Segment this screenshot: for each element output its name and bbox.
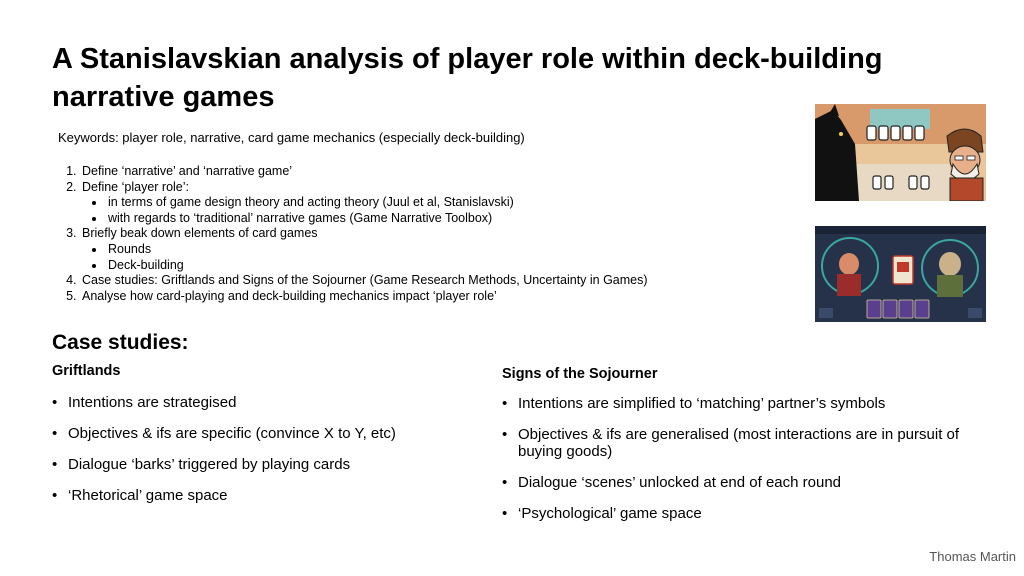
griftlands-column [52, 362, 472, 518]
author-name: Thomas Martin [929, 549, 1016, 564]
list-item: • Objectives & ifs are specific (convince X to Y, etc) [52, 425, 472, 442]
agenda-item-text: Briefly beak down elements of card games [82, 226, 318, 241]
list-item: • Intentions are strategised [52, 394, 472, 411]
list-item: • Intentions are simplified to ‘matching’ partner’s symbols [502, 395, 982, 412]
agenda-item [80, 289, 780, 305]
list-item: • Objectives & ifs are generalised (most interactions are in pursuit of buying goods) [502, 426, 982, 460]
slide-title: A Stanislavskian analysis of player role within deck-building narrative games [52, 43, 883, 113]
game-screenshot-sojourner [815, 104, 986, 201]
agenda-sublist [82, 195, 780, 226]
agenda-item-text: Define ‘narrative’ and ‘narrative game’ [82, 164, 293, 178]
agenda-subitem: • Deck-building [106, 258, 780, 274]
sojourner-points [502, 395, 982, 522]
griftlands-heading: Griftlands [52, 363, 121, 379]
agenda-item [80, 273, 780, 289]
agenda-item [80, 180, 780, 227]
agenda-item-text: Case studies: Griftlands and Signs of the Sojourner (Game Research Methods, Uncertainty in Games) [82, 273, 648, 288]
agenda-item [80, 226, 780, 273]
list-item: • Dialogue ‘barks’ triggered by playing cards [52, 456, 472, 473]
agenda-item-text: Analyse how card-playing and deck-building mechanics impact ‘player role’ [82, 288, 497, 303]
agenda-item-text: Define ‘player role’: [82, 179, 189, 194]
griftlands-points [52, 394, 472, 504]
list-item: • Dialogue ‘scenes’ unlocked at end of each round [502, 474, 982, 491]
agenda-item [80, 164, 780, 180]
sojourner-column [502, 365, 982, 536]
case-studies-heading: Case studies: [52, 331, 189, 354]
agenda-subitem: • in terms of game design theory and acting theory (Juul et al, Stanislavski) [106, 195, 780, 211]
sojourner-heading: Signs of the Sojourner [502, 366, 658, 382]
game-screenshot-griftlands [815, 226, 986, 322]
list-item: • ‘Psychological’ game space [502, 505, 982, 522]
agenda-subitem: • with regards to ‘traditional’ narrative games (Game Narrative Toolbox) [106, 211, 780, 227]
agenda-subitem: • Rounds [106, 242, 780, 258]
agenda-sublist [82, 242, 780, 273]
list-item: • ‘Rhetorical’ game space [52, 487, 472, 504]
keywords-line: Keywords: player role, narrative, card game mechanics (especially deck-building) [58, 130, 525, 145]
agenda-list [58, 164, 780, 304]
